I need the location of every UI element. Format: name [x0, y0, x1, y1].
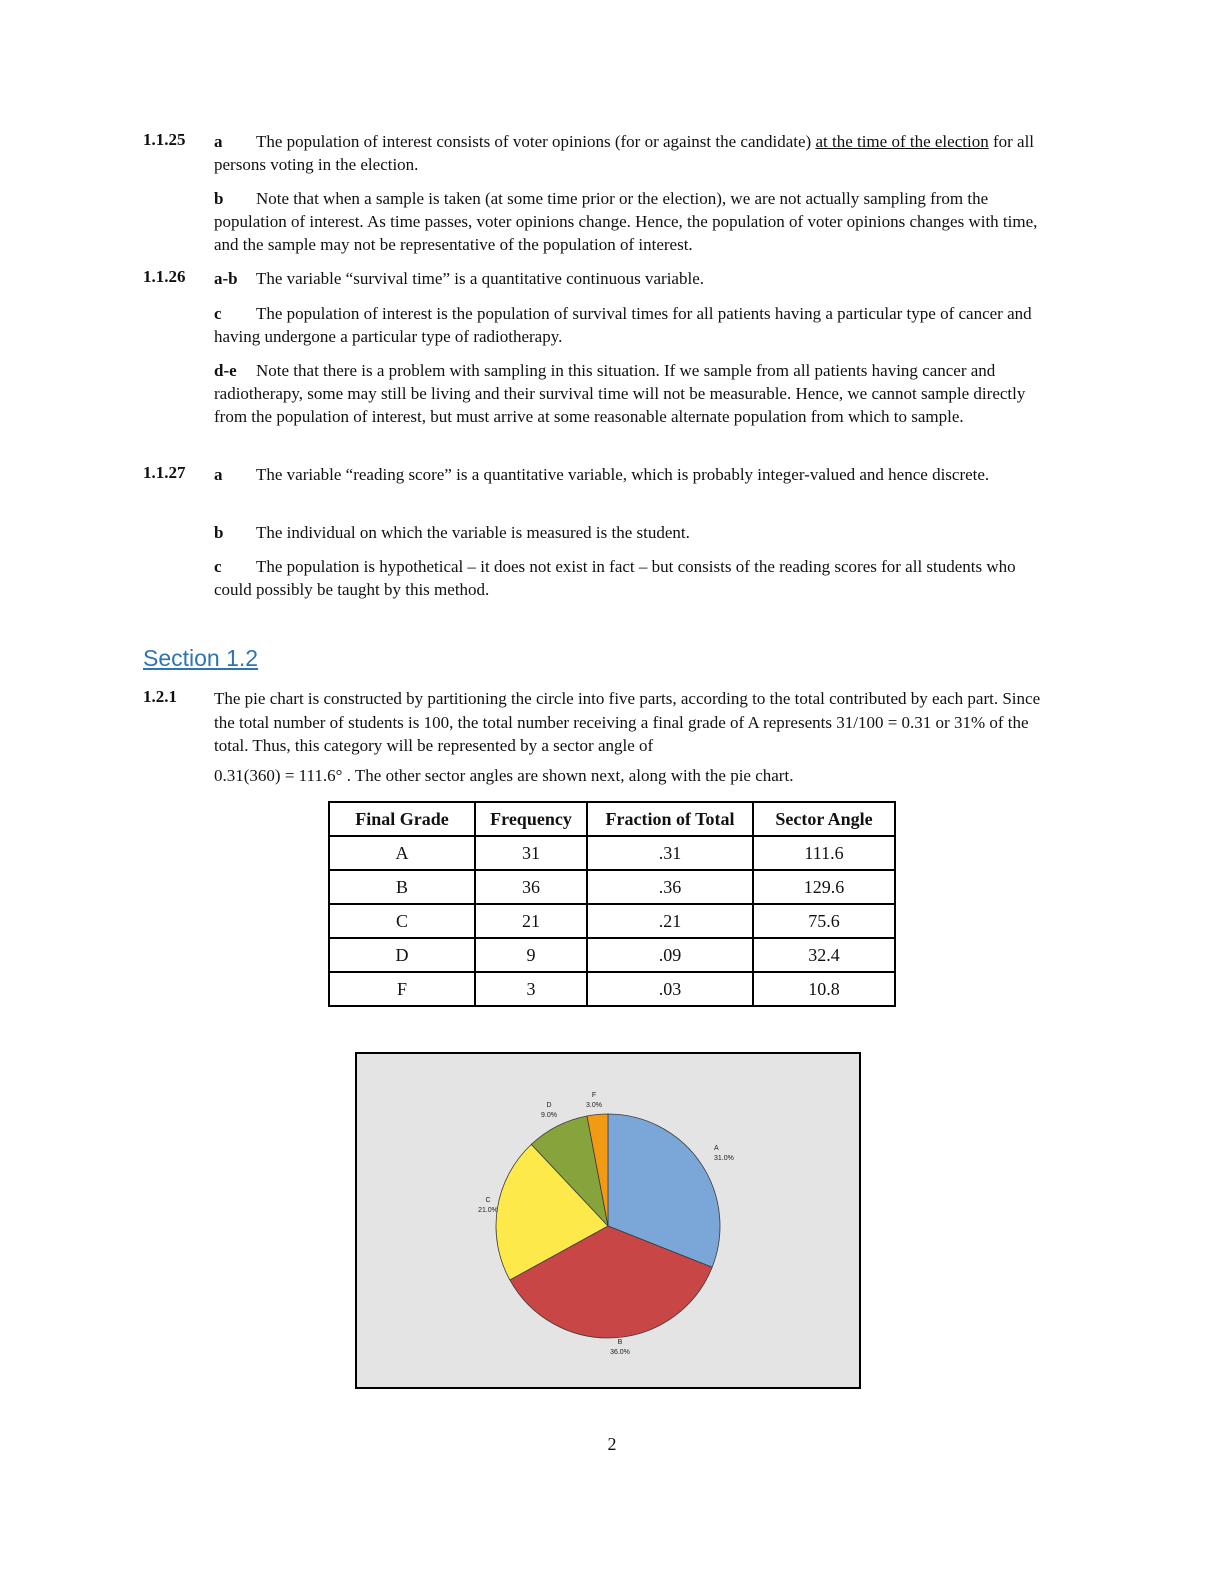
part-label: a [214, 465, 223, 484]
table-cell: F [329, 972, 475, 1006]
table-cell: 32.4 [753, 938, 895, 972]
table-cell: .36 [587, 870, 753, 904]
table-row [329, 904, 895, 938]
paragraph-text: The pie chart is constructed by partitioning the circle into five parts, according to the total contributed by each part. Since the total number of students is 100, the total number receiving a final grade of A represents [214, 689, 1041, 732]
part-label: b [214, 523, 224, 542]
slice-category-label: F [591, 1092, 597, 1099]
table-cell: 36 [475, 870, 587, 904]
slice-percent-label: 36.0% [610, 1349, 630, 1356]
underlined-text: at the time of the election [815, 132, 989, 151]
paragraph-text: . The other sector angles are shown next, along with the pie chart. [342, 765, 794, 785]
paragraph-text: The variable “survival time” is a quantitative continuous variable. [256, 269, 704, 288]
paragraph-text: The population of interest consists of voter opinions (for or against the candidate) [256, 132, 816, 151]
slice-percent-label: 31.0% [714, 1155, 734, 1162]
paragraph-1-1-26-c [214, 302, 1054, 348]
slice-category-label: C [485, 1197, 491, 1204]
table-cell: A [329, 836, 475, 870]
table-row [329, 972, 895, 1006]
table-cell: 3 [475, 972, 587, 1006]
problem-number: 1.1.25 [143, 130, 186, 149]
paragraph-1-2-1 [214, 687, 1054, 787]
table-cell: C [329, 904, 475, 938]
table-header-row [329, 802, 895, 836]
slice-percent-label: 21.0% [478, 1207, 498, 1214]
table-cell: 129.6 [753, 870, 895, 904]
paragraph-text: Note that there is a problem with sampling in this situation. If we sample from all patients having cancer and radiotherapy, some may still be living and their survival time will not be measurable. Hence, we cannot sample directly from the population of interest, but must arrive at some reasonable alternate population from which to sample. [214, 361, 1026, 426]
part-label: c [214, 304, 222, 323]
part-label: d-e [214, 361, 237, 380]
paragraph-1-1-26-de [214, 359, 1054, 428]
pie-chart [357, 1054, 859, 1387]
paragraph-1-1-26-ab [214, 267, 1054, 290]
column-header: Frequency [475, 802, 587, 836]
part-label: a [214, 132, 223, 151]
table-body [329, 836, 895, 1006]
part-label: c [214, 557, 222, 576]
slice-percent-label: 9.0% [541, 1112, 557, 1119]
table-cell: D [329, 938, 475, 972]
paragraph-1-1-27-a [214, 463, 1054, 486]
table-cell: .03 [587, 972, 753, 1006]
table-cell: B [329, 870, 475, 904]
pie-chart-panel [355, 1052, 861, 1389]
slice-category-label: A [714, 1145, 719, 1152]
grade-table [328, 801, 896, 1007]
problem-number: 1.1.26 [143, 267, 186, 286]
table-cell: .21 [587, 904, 753, 938]
column-header: Sector Angle [753, 802, 895, 836]
slice-category-label: B [617, 1339, 623, 1346]
paragraph-text: The variable “reading score” is a quantitative variable, which is probably integer-valued and hence discrete. [256, 465, 990, 484]
slice-percent-label: 3.0% [586, 1102, 602, 1109]
table-cell: .31 [587, 836, 753, 870]
paragraph-text: for all persons voting in the election. [214, 132, 1035, 174]
table-cell: 9 [475, 938, 587, 972]
math-expression: 31/100 = 0.31 [836, 712, 932, 732]
paragraph-1-1-25-a [214, 130, 1054, 176]
paragraph-1-1-25-b [214, 187, 1054, 256]
problem-number: 1.1.27 [143, 463, 186, 482]
paragraph-text: Note that when a sample is taken (at some time prior or the election), we are not actually sampling from the population of interest. As time passes, voter opinions change. Hence, the population of voter opinions changes with time, and the sample may not be representative of the population of interest. [214, 189, 1038, 254]
paragraph-text: The individual on which the variable is measured is the student. [256, 523, 690, 542]
paragraph-1-1-27-b [214, 521, 1054, 544]
page-number: 2 [607, 1434, 617, 1454]
part-label: a-b [214, 269, 238, 288]
table-cell: 111.6 [753, 836, 895, 870]
column-header: Final Grade [329, 802, 475, 836]
section-heading[interactable]: Section 1.2 [143, 645, 259, 671]
table-cell: 31 [475, 836, 587, 870]
table-row [329, 836, 895, 870]
table-row [329, 870, 895, 904]
slice-category-label: D [546, 1102, 552, 1109]
paragraph-text: or 31% of the total. Thus, this category will be represented by a sector angle of [214, 712, 1029, 755]
paragraph-text: The population is hypothetical – it does not exist in fact – but consists of the reading scores for all students who could possibly be taught by this method. [214, 557, 1016, 599]
part-label: b [214, 189, 224, 208]
table-cell: .09 [587, 938, 753, 972]
math-expression: 0.31(360) = 111.6° [214, 765, 343, 785]
table-cell: 21 [475, 904, 587, 938]
problem-number: 1.2.1 [143, 687, 177, 706]
paragraph-1-1-27-c [214, 555, 1054, 601]
column-header: Fraction of Total [587, 802, 753, 836]
table-row [329, 938, 895, 972]
table-cell: 10.8 [753, 972, 895, 1006]
paragraph-text: The population of interest is the population of survival times for all patients having a particular type of cancer and having undergone a particular type of radiotherapy. [214, 304, 1032, 346]
table-cell: 75.6 [753, 904, 895, 938]
